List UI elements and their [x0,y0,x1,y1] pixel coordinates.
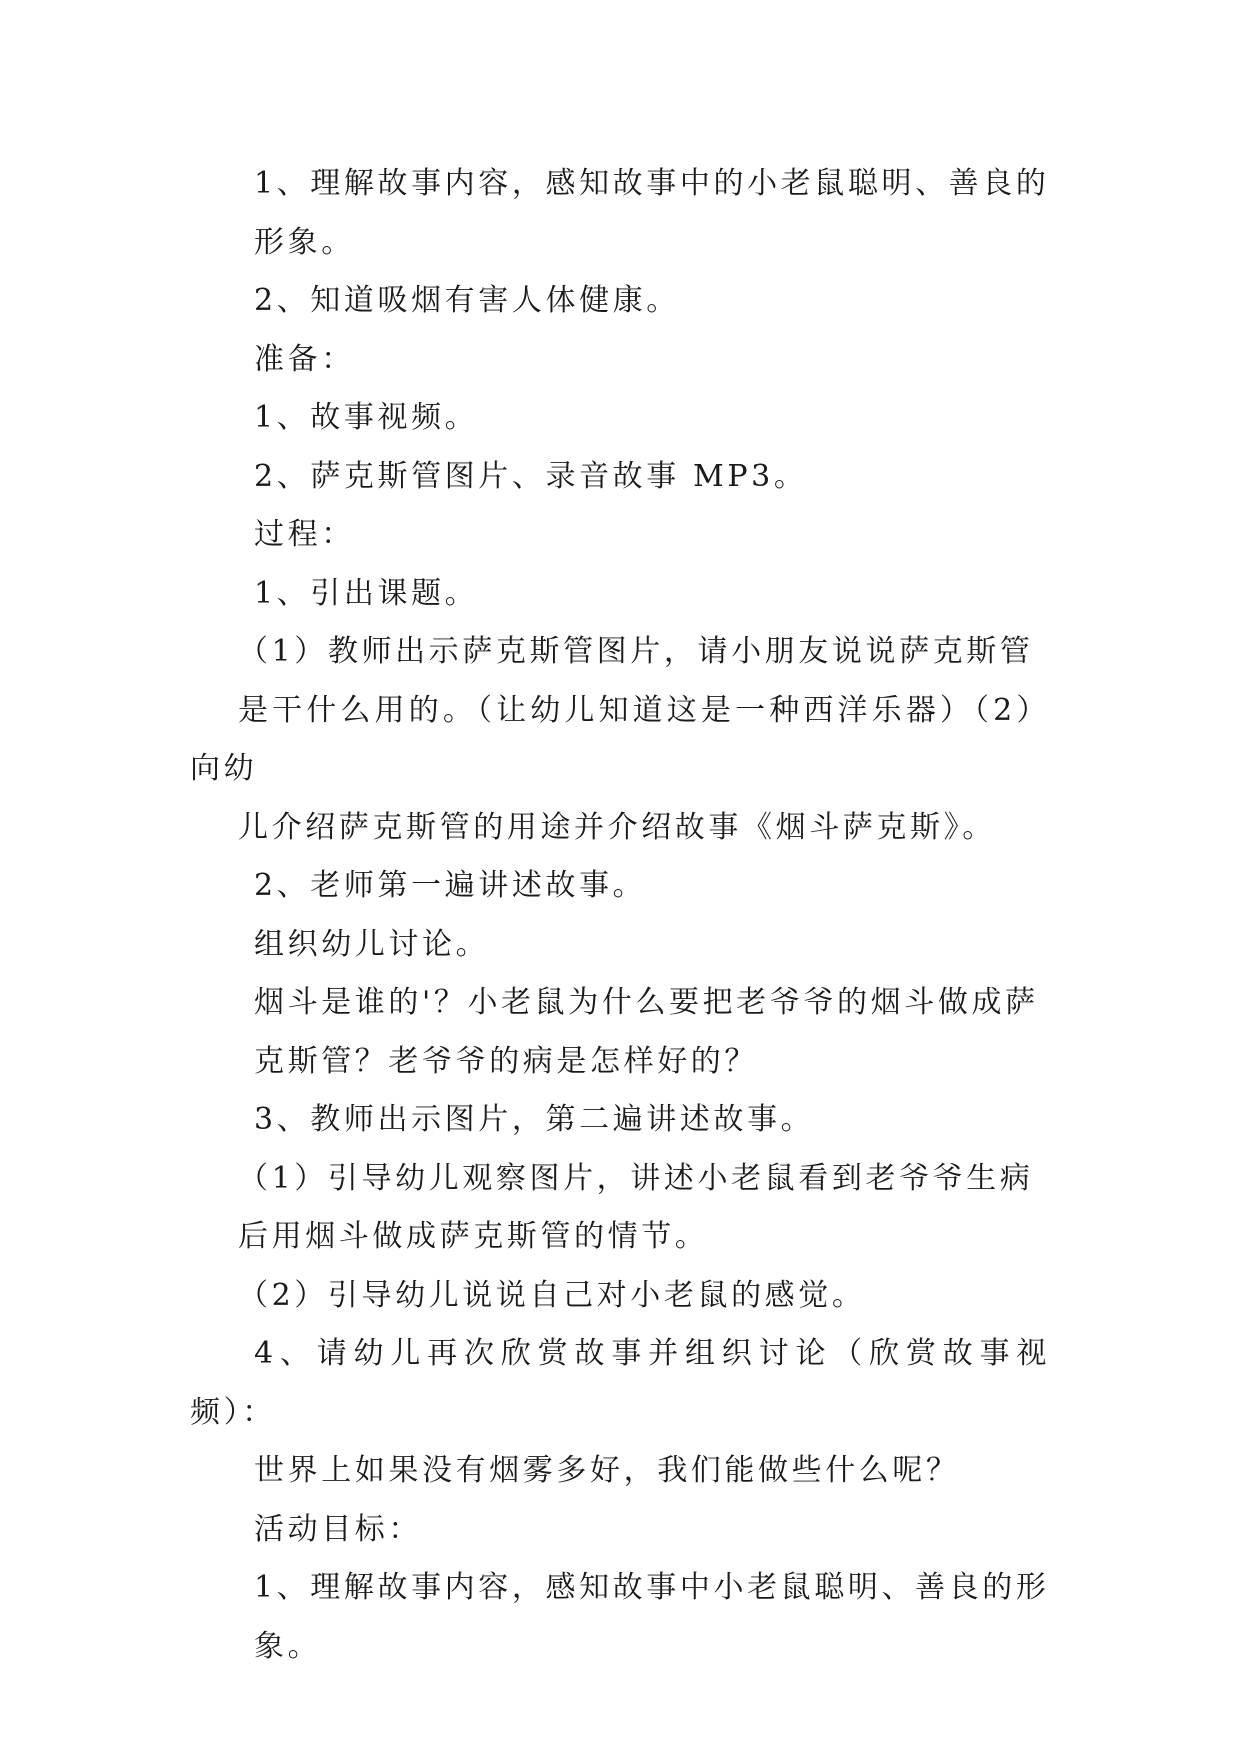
text-line: 是干什么用的。（让幼儿知道这是一种西洋乐器）（2）向幼 [190,692,1050,786]
text-line: 2、老师第一遍讲述故事。 [254,868,647,903]
text-line: 儿介绍萨克斯管的用途并介绍故事《烟斗萨克斯》。 [238,809,996,845]
text-line: 1、故事视频。 [254,400,479,435]
text-line: 准备： [254,341,355,377]
paragraph-objective-1 [190,155,1050,272]
paragraph-process-2 [190,857,1050,916]
paragraph-process-4 [190,1325,1050,1501]
text-line: 1、理解故事内容，感知故事中小老鼠聪明、善良的形 [254,1570,1050,1605]
paragraph-objective-2 [190,272,1050,331]
text-line: 组织幼儿讨论。 [254,926,490,962]
text-line: 2、知道吸烟有害人体健康。 [254,283,680,318]
text-line: 象。 [254,1628,322,1664]
paragraph-process-3 [190,1091,1050,1150]
paragraph-process-1 [190,565,1050,624]
paragraph-process-3-detail-1 [190,1150,1050,1267]
text-line: 2、萨克斯管图片、录音故事 MP3。 [254,458,808,494]
text-line: 过程： [254,517,355,552]
text-line: （2）引导幼儿说说自己对小老鼠的感觉。 [238,1277,866,1313]
paragraph-process-3-detail-2 [190,1267,1050,1326]
heading-process [190,506,1050,565]
text-line: 3、教师出示图片，第二遍讲述故事。 [254,1102,815,1137]
text-line: 克斯管？老爷爷的病是怎样好的？ [254,1043,758,1079]
text-line: 烟斗是谁的'？小老鼠为什么要把老爷爷的烟斗做成萨 [254,985,1039,1020]
text-line: 1、引出课题。 [254,575,479,611]
text-line: （1）教师出示萨克斯管图片，请小朋友说说萨克斯管 [238,634,1034,669]
paragraph-prep-1 [190,389,1050,448]
heading-preparation [190,331,1050,390]
text-line: 形象。 [254,224,355,260]
document-body [190,155,1050,1676]
text-line: 后用烟斗做成萨克斯管的情节。 [238,1219,709,1254]
text-line: 世界上如果没有烟雾多好，我们能做些什么呢？ [254,1453,960,1488]
text-line: 活动目标： [254,1511,422,1547]
paragraph-questions [190,974,1050,1091]
paragraph-prep-2 [190,448,1050,507]
paragraph-goal-1 [190,1559,1050,1676]
paragraph-discussion [190,916,1050,975]
text-line: 4、请幼儿再次欣赏故事并组织讨论（欣赏故事视频）： [190,1336,1050,1430]
heading-activity-goals [190,1501,1050,1560]
text-line: （1）引导幼儿观察图片，讲述小老鼠看到老爷爷生病 [238,1160,1034,1196]
text-line: 1、理解故事内容，感知故事中的小老鼠聪明、善良的 [254,166,1050,201]
paragraph-process-1-detail [190,623,1050,857]
